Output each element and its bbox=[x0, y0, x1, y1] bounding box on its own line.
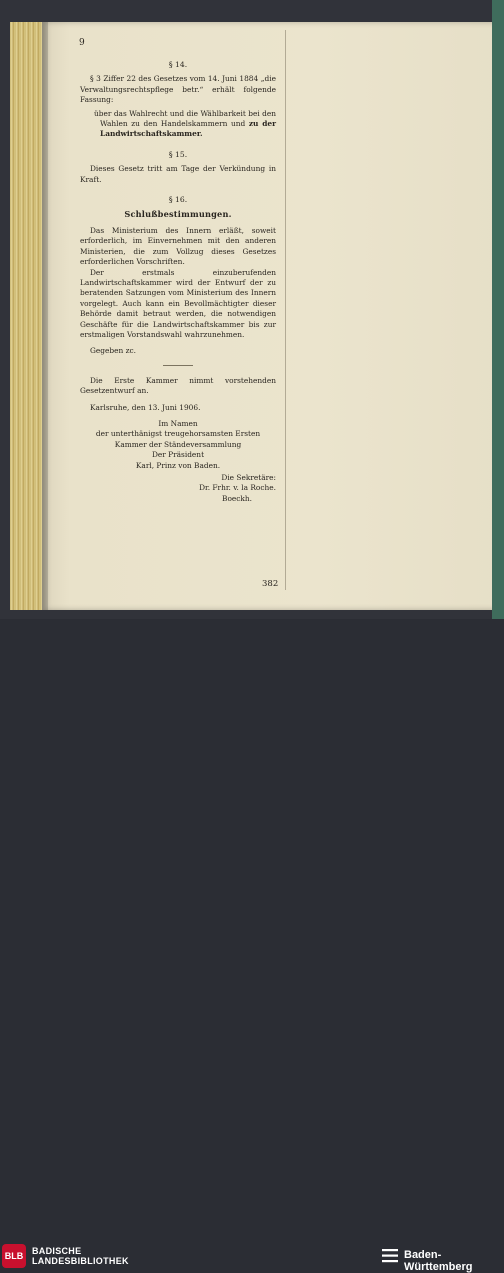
section-16-given: Gegeben zc. bbox=[90, 346, 136, 356]
on-behalf-line-2: der unterthänigst treugehorsamsten Ersten Kammer der Ständeversammlung bbox=[95, 429, 261, 449]
secretaries-title: Die Sekretäre: bbox=[221, 473, 276, 482]
baden-wuerttemberg-label[interactable]: Baden-Württemberg bbox=[404, 1249, 473, 1273]
section-16-paragraph-1: Das Ministerium des Innern erläßt, soweit erforderlich, im Einvernehmen mit den anderen Ministerien, die zum Vollzug dieses Gesetzes erforderlichen Vorschriften. bbox=[80, 225, 276, 267]
section-16-title: § 16. bbox=[168, 195, 188, 205]
text-column bbox=[80, 54, 276, 504]
section-14-quote-bold: zu der Landwirtschaftskammer. bbox=[100, 119, 276, 139]
section-14-quote-text: über das Wahlrecht und die Wählbarkeit bei den Wahlen zu den Handelskammern und bbox=[94, 108, 276, 129]
baden-wuerttemberg-lions-icon bbox=[380, 1246, 400, 1266]
section-15-text: Dieses Gesetz tritt am Tage der Verkündung in Kraft. bbox=[80, 164, 276, 184]
divider-line bbox=[163, 365, 193, 366]
closing-statement: Die Erste Kammer nimmt vorstehenden Gesetzentwurf an. bbox=[80, 375, 276, 396]
section-14-quote bbox=[94, 108, 276, 140]
president-title: Der Präsident bbox=[151, 450, 205, 460]
section-15-title: § 15. bbox=[168, 149, 188, 159]
secretary-2: Boeckh. bbox=[222, 493, 252, 503]
section-16-heading: Schlußbestimmungen. bbox=[124, 209, 232, 220]
place-and-date: Karlsruhe, den 13. Juni 1906. bbox=[90, 402, 201, 412]
column-rule bbox=[285, 30, 286, 590]
section-14-text: § 3 Ziffer 22 des Gesetzes vom 14. Juni 1884 „die Verwaltungsrechtspflege betr.“ erhält folgende Fassung: bbox=[80, 74, 276, 105]
blb-library-name[interactable] bbox=[32, 1246, 129, 1266]
section-16-paragraph-2: Der erstmals einzuberufenden Landwirtschaftskammer wird der Entwurf der zu beratenden Satzungen vom Ministerium des Innern vorgelegt. Auch kann ein Bevollmächtigter dieser Behörde damit betraut werden, die notwendigen Geschäfte für die Landwirtschaftskammer bis zur erstmaligen Vorstandswahl wahrzunehmen. bbox=[80, 267, 276, 339]
section-14-title: § 14. bbox=[168, 60, 188, 69]
library-footer bbox=[0, 619, 504, 1273]
on-behalf-line-1: Im Namen bbox=[158, 418, 198, 428]
gutter-shadow bbox=[42, 22, 48, 610]
president-name: Karl, Prinz von Baden. bbox=[135, 460, 221, 470]
blb-logo[interactable]: BLB bbox=[2, 1244, 26, 1268]
page-number-bottom: 382 bbox=[262, 579, 279, 589]
scan-viewer bbox=[0, 0, 504, 619]
secretary-1: Dr. Frhr. v. la Roche. bbox=[199, 483, 276, 493]
blb-line-1: BADISCHE bbox=[32, 1246, 82, 1256]
page-number-top: 9 bbox=[79, 38, 85, 48]
blb-line-2: LANDESBIBLIOTHEK bbox=[32, 1256, 129, 1266]
book-cover-edge bbox=[492, 0, 504, 619]
